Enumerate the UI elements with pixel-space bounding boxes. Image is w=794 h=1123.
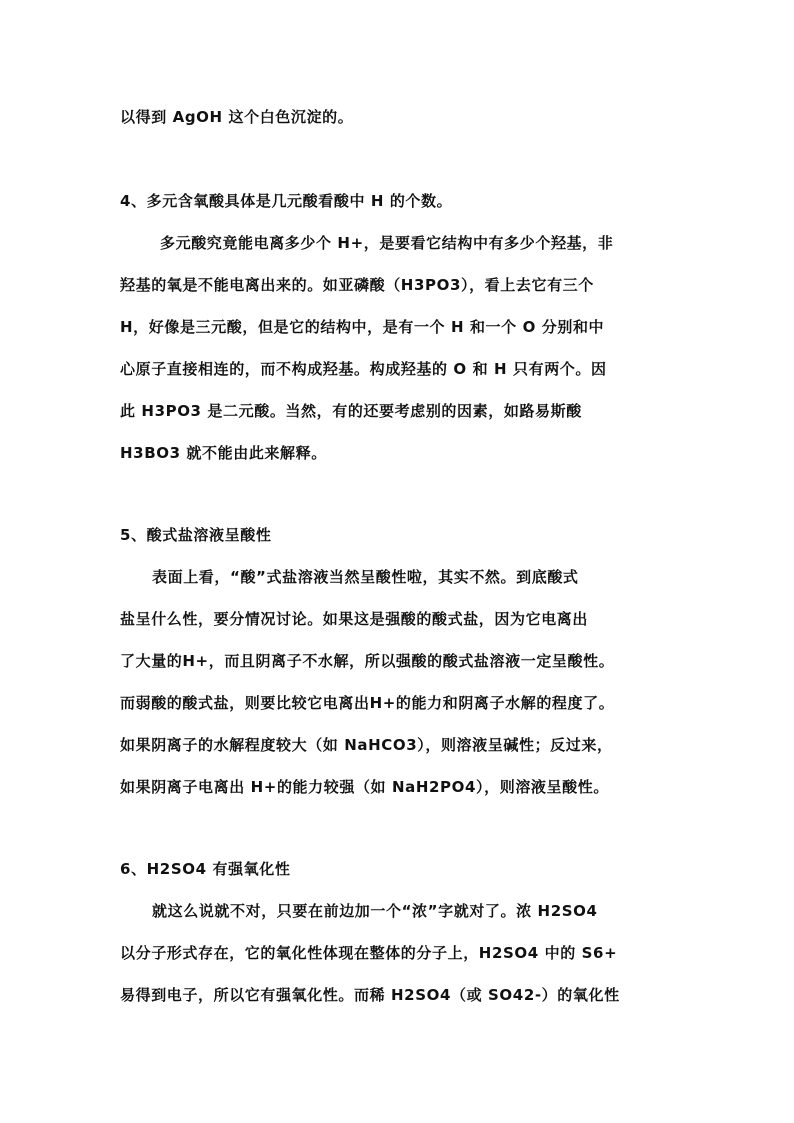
text-line-8: H3BO3 就不能由此来解释。 — [120, 444, 327, 462]
text-line-17: 就这么说就不对，只要在前边加一个“浓”字就对了。浓 H2SO4 — [152, 902, 598, 920]
text-line-6: 心原子直接相连的，而不构成羟基。构成羟基的 O 和 H 只有两个。因 — [120, 360, 607, 378]
text-line-4: 羟基的氧是不能电离出来的。如亚磷酸（H3PO3），看上去它有三个 — [120, 276, 594, 294]
section-heading-5: 5、酸式盐溶液呈酸性 — [120, 526, 272, 544]
text-line-14: 如果阴离子的水解程度较大（如 NaHCO3），则溶液呈碱性；反过来， — [120, 736, 613, 754]
text-line-11: 盐呈什么性，要分情况讨论。如果这是强酸的酸式盐，因为它电离出 — [120, 610, 589, 628]
text-line-13: 而弱酸的酸式盐，则要比较它电离出H+的能力和阴离子水解的程度了。 — [120, 694, 615, 712]
text-line-12: 了大量的H+，而且阴离子不水解，所以强酸的酸式盐溶液一定呈酸性。 — [120, 652, 615, 670]
text-line-7: 此 H3PO3 是二元酸。当然，有的还要考虑别的因素，如路易斯酸 — [120, 402, 582, 420]
text-line-10: 表面上看，“酸”式盐溶液当然呈酸性啦，其实不然。到底酸式 — [152, 568, 579, 586]
text-line-19: 易得到电子，所以它有强氧化性。而稀 H2SO4（或 SO42-）的氧化性 — [120, 986, 620, 1004]
section-heading-4: 4、多元含氧酸具体是几元酸看酸中 H 的个数。 — [120, 192, 453, 210]
text-line-18: 以分子形式存在，它的氧化性体现在整体的分子上，H2SO4 中的 S6+ — [120, 944, 618, 962]
text-line-5: H，好像是三元酸，但是它的结构中，是有一个 H 和一个 O 分别和中 — [120, 318, 605, 336]
text-line-3: 多元酸究竟能电离多少个 H+，是要看它结构中有多少个羟基，非 — [160, 234, 614, 252]
text-line-15: 如果阴离子电离出 H+的能力较强（如 NaH2PO4），则溶液呈酸性。 — [120, 778, 609, 796]
text-line-1: 以得到 AgOH 这个白色沉淀的。 — [120, 108, 354, 126]
section-heading-6: 6、H2SO4 有强氧化性 — [120, 860, 291, 878]
